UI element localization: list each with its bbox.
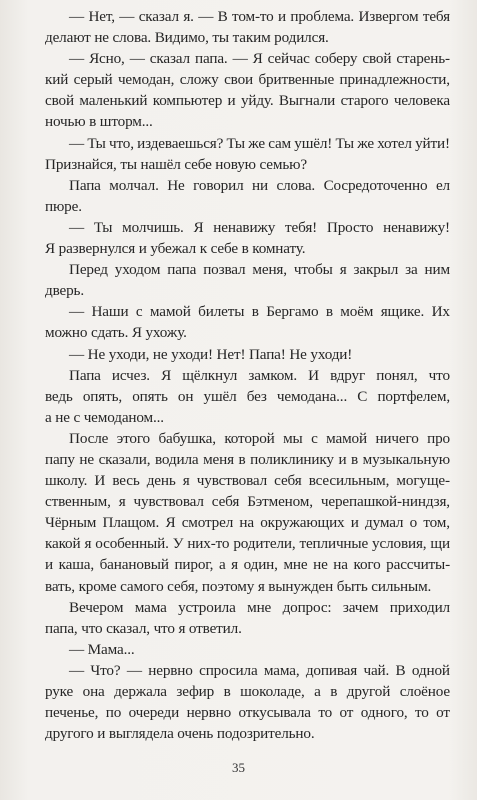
word: чемодан, xyxy=(117,71,175,89)
word: Ты xyxy=(226,134,245,152)
word: — xyxy=(69,303,85,321)
word: я xyxy=(231,556,238,574)
word: себя xyxy=(274,472,302,490)
word: в xyxy=(251,303,259,321)
text-line: делают не слова. Видимо, ты таким родился. xyxy=(45,29,329,47)
word: — xyxy=(119,8,135,25)
word: же xyxy=(248,134,265,152)
word: ненавижу xyxy=(213,218,276,236)
word: маленький xyxy=(79,92,148,110)
word: У xyxy=(172,535,184,553)
word: том, xyxy=(423,514,450,532)
word: другой xyxy=(346,683,391,700)
word: мамой xyxy=(326,429,367,447)
word: а xyxy=(218,556,226,574)
word: и xyxy=(45,556,53,574)
text-line: папа, что сказал, что я ответил. xyxy=(45,619,242,637)
word: молчал. xyxy=(109,176,159,194)
word: не xyxy=(79,450,94,468)
word: на xyxy=(333,556,348,574)
word: уходом xyxy=(114,261,161,279)
word: Ясно, xyxy=(89,50,125,68)
word: сейчас xyxy=(267,50,310,68)
word: от xyxy=(339,704,354,722)
word: допивая xyxy=(305,661,358,679)
word: мы xyxy=(283,429,303,447)
word: позвал xyxy=(203,261,246,279)
word: компьютер xyxy=(152,92,223,110)
word: про xyxy=(427,429,450,447)
word: одной xyxy=(411,661,450,679)
word: свой xyxy=(45,92,74,110)
word: Ты xyxy=(93,218,113,236)
word: нервно xyxy=(148,661,193,679)
word: по xyxy=(105,704,122,722)
word: Наши xyxy=(91,303,129,321)
word: тепличные xyxy=(299,535,369,553)
word: портфелем, xyxy=(377,387,450,405)
word: проблема. xyxy=(290,8,355,25)
word: свой xyxy=(362,50,392,68)
word: одного, xyxy=(360,704,408,722)
word: В xyxy=(217,8,228,25)
word: допрос: xyxy=(282,598,332,616)
text-line xyxy=(45,533,450,554)
word: говорил xyxy=(193,176,244,194)
text-line xyxy=(45,681,450,702)
word: папа xyxy=(167,261,197,279)
word: понял, xyxy=(376,366,418,384)
word: он xyxy=(177,387,194,405)
word: Просто xyxy=(326,218,374,236)
word: черепашкой-ниндзя, xyxy=(320,493,450,511)
text-line xyxy=(45,133,450,154)
word: — xyxy=(69,8,85,25)
word: мама, xyxy=(263,661,300,679)
word: ушёл xyxy=(203,387,237,405)
word: не xyxy=(313,556,328,574)
word: один, xyxy=(243,556,278,574)
word: уйти! xyxy=(415,134,450,152)
word: Не xyxy=(167,176,185,194)
word: кий xyxy=(45,71,69,89)
word: и xyxy=(278,8,286,25)
word: меня, xyxy=(252,261,287,279)
word: условия, xyxy=(372,535,427,553)
text-line: пюре. xyxy=(45,197,82,215)
word: билеты xyxy=(198,303,245,321)
text-line: — Мама... xyxy=(69,640,135,658)
word: то xyxy=(318,704,333,722)
word: рассчиты- xyxy=(386,556,450,574)
word: Что? xyxy=(90,661,121,679)
word: — xyxy=(69,218,85,236)
word: — xyxy=(69,661,85,679)
word: то xyxy=(414,704,429,722)
word: в xyxy=(223,683,231,700)
word: замком. xyxy=(248,366,297,384)
word: приходил xyxy=(389,598,450,616)
text-line xyxy=(45,470,450,491)
text-line xyxy=(45,90,450,111)
word: После xyxy=(69,429,109,447)
word: водила xyxy=(154,450,199,468)
word: каша, xyxy=(58,556,94,574)
word: Чёрным xyxy=(45,514,97,532)
word: с xyxy=(135,303,143,321)
word: сказал xyxy=(149,50,190,68)
word: я xyxy=(84,535,92,553)
text-line: Я развернулся и убежал к себе в комнату. xyxy=(45,240,306,258)
word: Сосредоточенно xyxy=(323,176,428,194)
word: мамой xyxy=(149,303,191,321)
word: в xyxy=(325,303,333,321)
word: я. xyxy=(183,8,194,25)
text-line xyxy=(45,554,450,575)
word: Выгнали xyxy=(278,92,336,110)
word: — xyxy=(232,50,248,68)
word: Нет, xyxy=(88,8,115,25)
word: Ты xyxy=(87,134,106,152)
word: весь xyxy=(112,472,140,490)
word: ненавижу! xyxy=(383,218,450,236)
word: в xyxy=(238,450,246,468)
word: школу. xyxy=(45,472,88,490)
word: она xyxy=(82,683,105,700)
word: сказали, xyxy=(98,450,151,468)
word: на xyxy=(239,514,254,532)
text-line: ночью в шторм... xyxy=(45,113,153,131)
word: а xyxy=(314,683,321,700)
word: шоколаде, xyxy=(240,683,305,700)
word: папу xyxy=(45,450,75,468)
text-line: — Не уходи, не уходи! Нет! Папа! Не уходи! xyxy=(69,345,353,363)
page-number: 35 xyxy=(232,760,245,775)
word: я xyxy=(182,472,190,490)
word: исчез. xyxy=(111,366,150,384)
word: зачем xyxy=(342,598,379,616)
word: откусывала xyxy=(238,704,311,722)
word: Бергамо xyxy=(266,303,319,321)
word: Я xyxy=(161,366,172,384)
word: устроила xyxy=(178,598,236,616)
word: серый xyxy=(73,71,113,89)
word: что xyxy=(428,366,450,384)
word: принадлежности, xyxy=(339,71,450,89)
text-line xyxy=(45,386,450,407)
word: руке xyxy=(45,683,74,700)
word: ни xyxy=(252,176,269,194)
word: бритвенные xyxy=(258,71,335,89)
word: — xyxy=(129,50,145,68)
word: ушёл! xyxy=(294,134,333,152)
text-line xyxy=(45,217,450,238)
word: — xyxy=(126,661,142,679)
word: издеваешься? xyxy=(137,134,224,152)
word: в xyxy=(330,683,338,700)
word: Бэтменом, xyxy=(247,493,313,511)
word: слова. xyxy=(276,176,316,194)
word: ел xyxy=(435,176,450,194)
word: человека xyxy=(393,92,450,110)
word: за xyxy=(405,261,418,279)
word: же xyxy=(357,134,374,152)
word: хотел xyxy=(377,134,412,152)
word: закрыл xyxy=(353,261,399,279)
text-line xyxy=(45,512,450,533)
word: я xyxy=(118,493,126,511)
word: держала xyxy=(114,683,167,700)
word: думал xyxy=(365,514,404,532)
text-line: а не с чемоданом... xyxy=(45,408,164,426)
word: щёлкнул xyxy=(182,366,238,384)
word: щи xyxy=(430,535,450,553)
text-line xyxy=(45,597,450,618)
word: Плащом. xyxy=(102,514,160,532)
word: С xyxy=(357,387,368,405)
word: чтобы xyxy=(293,261,333,279)
word: нервно xyxy=(186,704,232,722)
text-line xyxy=(45,301,450,322)
word: Я xyxy=(193,218,204,236)
word: какой xyxy=(45,535,81,553)
word: Ты xyxy=(335,134,354,152)
word: с xyxy=(311,429,318,447)
word: тебя! xyxy=(285,218,318,236)
word: о xyxy=(409,514,418,532)
word: кого xyxy=(353,556,381,574)
word: особенный. xyxy=(95,535,169,553)
text-line: можно сдать. Я ухожу. xyxy=(45,324,187,342)
word: Перед xyxy=(69,261,108,279)
word: моём xyxy=(340,303,374,321)
text-line xyxy=(45,428,450,449)
text-line xyxy=(45,365,450,386)
word: опять xyxy=(132,387,168,405)
word: банановый xyxy=(99,556,169,574)
word: окружающих xyxy=(260,514,345,532)
word: без xyxy=(246,387,267,405)
word: могуще- xyxy=(396,472,450,490)
word: Их xyxy=(431,303,450,321)
word: Папа xyxy=(69,366,101,384)
word: и xyxy=(338,450,347,468)
word: этого xyxy=(116,429,150,447)
word: себя xyxy=(211,493,240,511)
word: сам xyxy=(268,134,292,152)
word: чувствовал xyxy=(133,493,204,511)
word: Папа xyxy=(69,176,101,194)
text-line xyxy=(45,48,450,69)
word: мама xyxy=(134,598,167,616)
word: ним xyxy=(424,261,450,279)
word: старень- xyxy=(396,50,450,68)
word: всесильным, xyxy=(308,472,390,490)
word: свои xyxy=(224,71,253,89)
word: ственным, xyxy=(45,493,111,511)
word: молчишь. xyxy=(122,218,184,236)
word: зефир xyxy=(176,683,215,700)
word: день xyxy=(146,472,176,490)
word: меня xyxy=(203,450,234,468)
text-line xyxy=(45,449,450,470)
word: спросила xyxy=(199,661,258,679)
word: соберу xyxy=(314,50,358,68)
text-line xyxy=(45,175,450,196)
word: от xyxy=(436,704,450,722)
word: тебя xyxy=(422,8,450,25)
word: папа. xyxy=(194,50,228,68)
text-line xyxy=(45,702,450,723)
word: и xyxy=(227,92,236,110)
word: — xyxy=(198,8,214,25)
word: вдруг xyxy=(330,366,366,384)
word: Вечером xyxy=(69,598,124,616)
word: ведь xyxy=(45,387,73,405)
text-line: вать, кроме самого себя, поэтому я вынужден быть сильным. xyxy=(45,577,432,595)
text-line xyxy=(45,491,450,512)
word: сложу xyxy=(179,71,219,89)
word: Я xyxy=(165,514,176,532)
word: которой xyxy=(224,429,275,447)
word: опять, xyxy=(82,387,123,405)
word: чай. xyxy=(363,661,390,679)
text-line xyxy=(45,6,450,27)
word: — xyxy=(69,50,85,68)
word: музыкальную xyxy=(362,450,450,468)
word: Извергом xyxy=(358,8,419,25)
word: мне xyxy=(283,556,308,574)
word: том-то xyxy=(232,8,274,25)
word: пирог, xyxy=(174,556,214,574)
word: поликлинику xyxy=(250,450,334,468)
word: чемодана... xyxy=(276,387,348,405)
text-line: другого и выглядела очень подозрительно. xyxy=(45,725,315,743)
word: ящике. xyxy=(380,303,425,321)
word: в xyxy=(351,450,359,468)
word: И xyxy=(308,366,319,384)
word: уйду. xyxy=(240,92,274,110)
text-line xyxy=(45,69,450,90)
word: И xyxy=(94,472,106,490)
word: печенье, xyxy=(45,704,99,722)
word: — xyxy=(69,134,85,152)
word: я xyxy=(339,261,347,279)
word: старого xyxy=(340,92,389,110)
word: сказал xyxy=(138,8,179,25)
text-line xyxy=(45,259,450,280)
word: бабушка, xyxy=(158,429,216,447)
text-line xyxy=(45,660,450,681)
text-line: дверь. xyxy=(45,282,84,300)
word: и xyxy=(350,514,359,532)
word: Я xyxy=(252,50,263,68)
word: очереди xyxy=(128,704,180,722)
word: что, xyxy=(109,134,134,152)
word: В xyxy=(395,661,406,679)
word: смотрел xyxy=(181,514,234,532)
body-text xyxy=(45,6,450,744)
word: мне xyxy=(247,598,272,616)
word: чувствовал xyxy=(196,472,268,490)
word: ничего xyxy=(375,429,419,447)
text-line: Признайся, ты нашёл себе новую семью? xyxy=(45,155,307,173)
word: родители, xyxy=(233,535,296,553)
word: них-то xyxy=(187,535,230,553)
word: слоёное xyxy=(399,683,450,700)
